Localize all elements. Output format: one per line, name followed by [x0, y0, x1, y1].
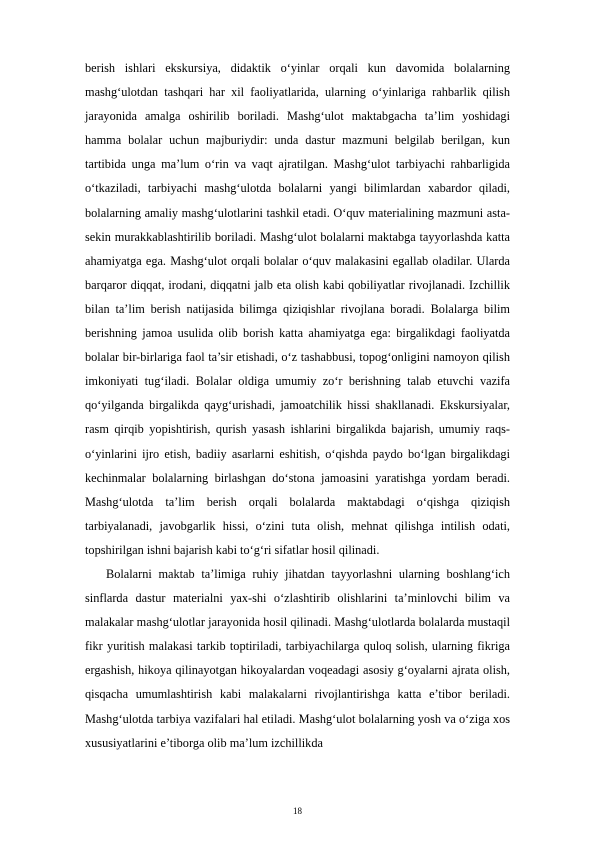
paragraph-2: Bolalarni maktab ta’limiga ruhiy jihatdan tayyorlashni ularning boshlang‘ich sinflarda dastur materialni yax-shi o‘zlashtirib olishlarini ta’minlovchi bilim va malakalar mashg‘ulotlar jarayonida hosil qilinadi. Mashg‘ulotlarda bolalarda mustaqil fikr yuritish malakasi tarkib toptiriladi, tarbiyachilarga quloq solish, ularning fikriga ergashish, hikoya qilinayotgan hikoyalardan voqeadagi asosiy g‘oyalarni ajrata olish, qisqacha umumlashtirish kabi malakalarni rivojlantirishga katta e’tibor beriladi. Mashg‘ulotda tarbiya vazifalari hal etiladi. Mashg‘ulot bolalarning yosh va o‘ziga xos xususiyatlarini e’tiborga olib ma’lum izchillikda: [85, 566, 510, 750]
paragraph-1: berish ishlari ekskursiya, didaktik o‘yinlar orqali kun davomida bolalarning mashg‘ulotdan tashqari har xil faoliyatlarida, ularning o‘yinlariga rahbarlik qilish jarayonida amalga oshirilib boriladi. Mashg‘ulot maktabgacha ta’lim yoshidagi hamma bolalar uchun majburiydir: unda dastur mazmuni belgilab berilgan, kun tartibida unga ma’lum o‘rin va vaqt ajratilgan. Mashg‘ulot tarbiyachi rahbarligida o‘tkaziladi, tarbiyachi mashg‘ulotda bolalarni yangi bilimlardan xabardor qiladi, bolalarning amaliy mashg‘ulotlarini tashkil etadi. O‘quv materialining mazmuni asta-sekin murakkablashtirilib boriladi. Mashg‘ulot bolalarni maktabga tayyorlashda katta ahamiyatga ega. Mashg‘ulot orqali bolalar o‘quv malakasini egallab oladilar. Ularda barqaror diqqat, irodani, diqqatni jalb eta olish kabi qobiliyatlar rivojlanadi. Izchillik bilan ta’lim berish natijasida bilimga qiziqishlar rivojlana boradi. Bolalarga bilim berishning jamoa usulida olib borish katta ahamiyatga ega: birgalikdagi faoliyatda bolalar bir-birlariga faol ta’sir etishadi, o‘z tashabbusi, topog‘onligini namoyon qilish imkoniyati tug‘iladi. Bolalar oldiga umumiy zo‘r berishning talab etuvchi vazifa qo‘yilganda birgalikda qayg‘urishadi, jamoatchilik hissi shakllanadi. Ekskursiyalar, rasm qirqib yopishtirish, qurish yasash ishlarini birgalikda bajarish, umumiy raqs-o‘yinlarini ijro etish, badiiy asarlarni eshitish, o‘qishda paydo bo‘lgan birgalikdagi kechinmalar bolalarning birlashgan do‘stona jamoasini yaratishga yordam beradi. Mashg‘ulotda ta’lim berish orqali bolalarda maktabdagi o‘qishga qiziqish tarbiyalanadi, javobgarlik hissi, o‘zini tuta olish, mehnat qilishga intilish odati, topshirilgan ishni bajarish kabi to‘g‘ri sifatlar hosil qilinadi.: [85, 61, 510, 557]
page-number: 18: [293, 806, 302, 816]
body-text: [85, 56, 510, 755]
